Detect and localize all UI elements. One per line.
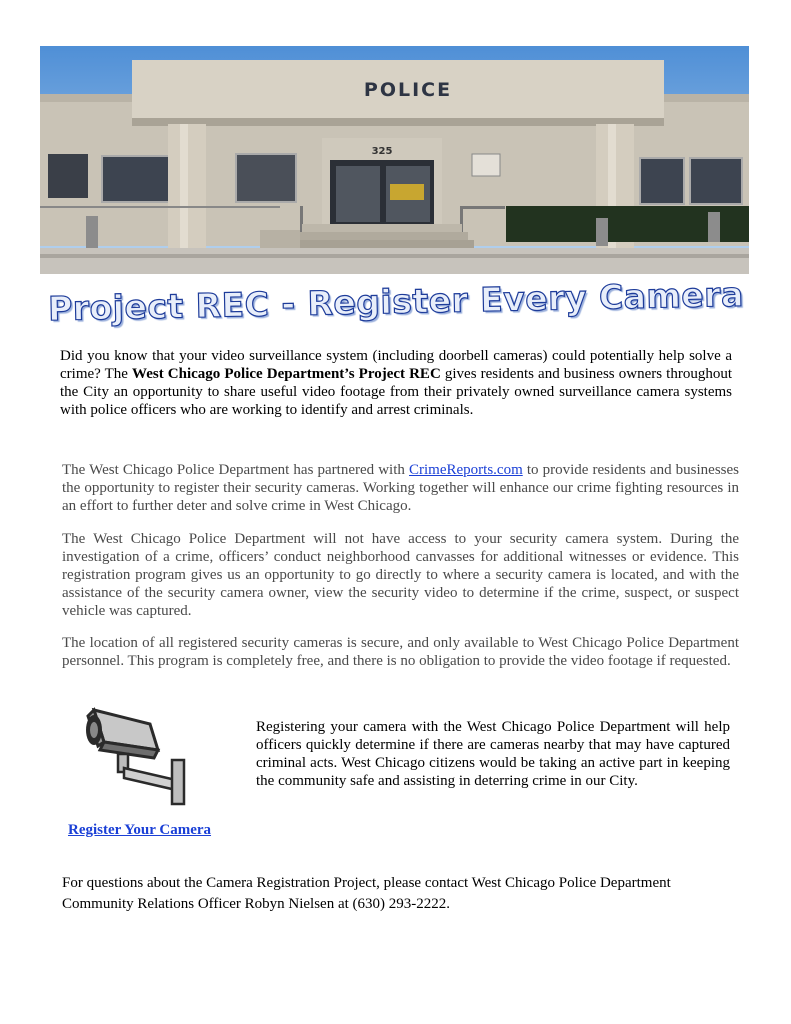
police-building-photo xyxy=(40,46,749,274)
address-number: 325 xyxy=(371,146,393,157)
security-camera-icon xyxy=(80,700,200,810)
partnership-paragraph: The West Chicago Police Department has partnered with CrimeReports.com to provide residents and businesses the opportunity to register their security cameras. Working together will enhance our crime fighting resources in an effort to further deter and solve crime in West Chicago. xyxy=(62,462,739,514)
registration-benefit-paragraph: Registering your camera with the West Chicago Police Department will help officers quickly determine if there are cameras nearby that may have captured criminal acts. West Chicago citizens would be taking an active part in keeping the community safe and assisting in deterring crime in our City. xyxy=(256,719,730,789)
privacy-paragraph: The location of all registered security cameras is secure, and only available to West Chicago Police Department personnel. This program is completely free, and there is no obligation to provide the video footage if requested. xyxy=(62,635,739,669)
register-camera-link[interactable]: Register Your Camera xyxy=(68,822,212,838)
project-title: Project REC - Register Every Camera xyxy=(47,274,744,329)
intro-paragraph: Did you know that your video surveillance system (including doorbell cameras) could potentially help solve a crime? The West Chicago Police Department’s Project REC gives residents and business owners throughout the City an opportunity to share useful video footage from their privately owned surveillance camera systems with police officers who are working to identify and arrest criminals. xyxy=(60,348,732,418)
access-paragraph: The West Chicago Police Department will not have access to your security camera system. During the investigation of a crime, officers’ conduct neighborhood canvasses for additional witnesses or evidence. This registration program gives us an opportunity to go directly to where a security camera is located, and with the assistance of the security camera owner, view the security video to determine if the crime, suspect, or suspect vehicle was captured. xyxy=(62,531,739,619)
crimereports-link[interactable]: CrimeReports.com xyxy=(409,462,523,478)
contact-paragraph: For questions about the Camera Registration Project, please contact West Chicago Police Department Community Relations Officer Robyn Nielsen at (630) 293-2222. xyxy=(62,875,671,912)
police-sign: POLICE xyxy=(363,79,453,101)
